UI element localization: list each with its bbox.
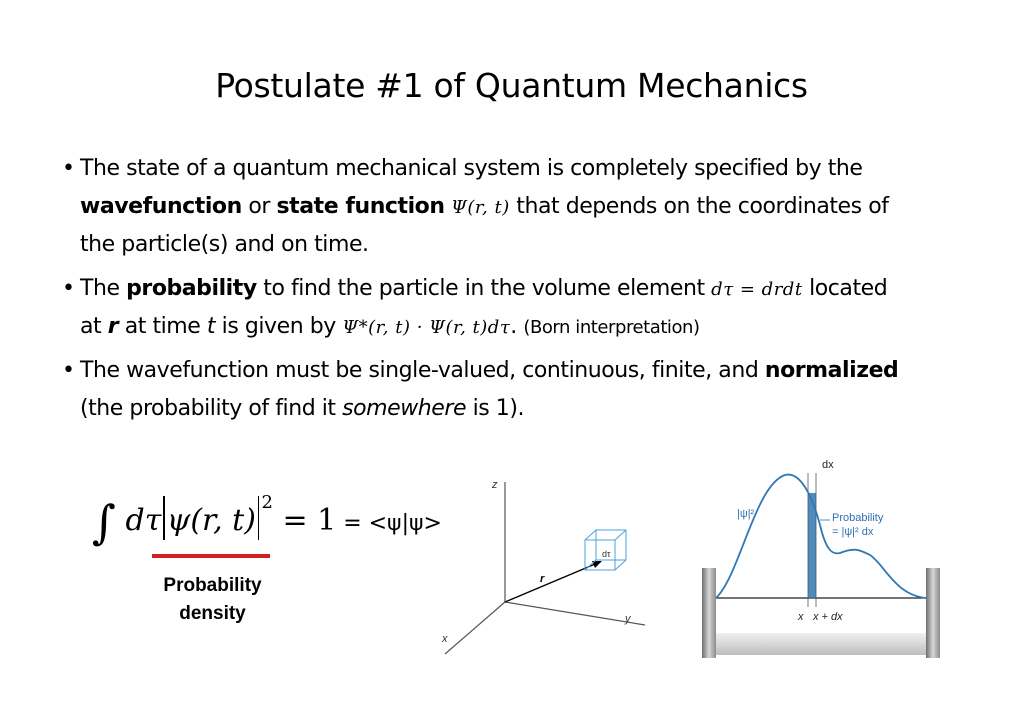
dtau-formula: dτ = drdt bbox=[711, 279, 803, 300]
bullet-dot: • bbox=[62, 276, 75, 301]
underline-red bbox=[152, 554, 270, 558]
term-normalized: normalized bbox=[764, 358, 899, 383]
right-wall bbox=[926, 568, 940, 658]
text-at: at bbox=[80, 314, 108, 339]
y-label: y bbox=[625, 613, 631, 625]
y-axis bbox=[505, 602, 645, 625]
var-t: t bbox=[206, 314, 216, 339]
text-at-time: at time bbox=[118, 314, 207, 339]
eq-equals-one: = 1 bbox=[282, 503, 337, 538]
box-floor bbox=[716, 633, 926, 655]
density-label-line-1: Probability bbox=[163, 575, 262, 596]
term-probability: probability bbox=[126, 276, 257, 301]
var-r: r bbox=[107, 314, 119, 339]
text-probability-find: (the probability of find it bbox=[80, 396, 343, 421]
eq-psi: ψ(r, t) bbox=[166, 503, 256, 538]
text-the: The bbox=[80, 276, 127, 301]
bullet-1-line-2 bbox=[80, 194, 889, 219]
probability-figure bbox=[700, 455, 948, 660]
density-label-line-2: density bbox=[179, 603, 246, 624]
text-depends: that depends on the coordinates of bbox=[509, 194, 889, 219]
text-located: located bbox=[802, 276, 888, 301]
r-vector bbox=[505, 562, 600, 602]
bullet-dot: • bbox=[62, 358, 75, 383]
term-somewhere: somewhere bbox=[342, 396, 467, 421]
text-given: is given by bbox=[215, 314, 336, 339]
dtau-label: dτ bbox=[602, 549, 611, 559]
slide-title: Postulate #1 of Quantum Mechanics bbox=[215, 66, 808, 105]
born-interpretation: (Born interpretation) bbox=[523, 317, 700, 338]
bullet-dot: • bbox=[62, 156, 75, 181]
probability-label: Probability bbox=[832, 512, 884, 524]
coordinate-figure bbox=[430, 462, 670, 662]
eq-braket: = <ψ|ψ> bbox=[336, 511, 442, 536]
bullet-3-line-2 bbox=[80, 396, 524, 421]
abs-bar-right bbox=[258, 496, 260, 540]
abs-bar-left bbox=[163, 496, 165, 540]
bullet-2-line-1 bbox=[80, 276, 887, 301]
psi-squared-label: |ψ|² bbox=[737, 508, 755, 520]
text-is-one: is 1). bbox=[466, 396, 525, 421]
x-dx-tick-label: x + dx bbox=[813, 611, 843, 623]
bullet-2-line-2 bbox=[80, 314, 700, 339]
z-label: z bbox=[492, 479, 498, 491]
text-or: or bbox=[241, 194, 277, 219]
bullet-1-line-3: the particle(s) and on time. bbox=[80, 232, 369, 257]
r-label: r bbox=[540, 573, 545, 585]
x-label: x bbox=[442, 633, 448, 645]
text-volume: to find the particle in the volume element bbox=[256, 276, 705, 301]
x-axis bbox=[445, 602, 505, 654]
dx-top-label: dx bbox=[822, 459, 834, 471]
eq-dtau: dτ bbox=[125, 503, 162, 538]
psi-squared-curve bbox=[716, 475, 926, 598]
text-period: . bbox=[510, 314, 517, 339]
term-wavefunction: wavefunction bbox=[80, 194, 242, 219]
left-wall bbox=[702, 568, 716, 658]
integral-sign: ∫ bbox=[92, 495, 116, 549]
psi-r-t: Ψ(r, t) bbox=[451, 197, 510, 218]
bullet-1-line-1: The state of a quantum mechanical system is completely specified by the bbox=[80, 156, 863, 181]
born-product: Ψ*(r, t) · Ψ(r, t)dτ bbox=[342, 317, 511, 338]
probability-density-label bbox=[140, 572, 285, 628]
normalization-equation bbox=[92, 492, 442, 549]
bullet-3-line-1 bbox=[80, 358, 898, 383]
probability-eq-label: = |ψ|² dx bbox=[832, 526, 874, 538]
x-tick-label: x bbox=[798, 611, 804, 623]
text-wavefunction-must: The wavefunction must be single-valued, continuous, finite, and bbox=[80, 358, 765, 383]
term-state-function: state function bbox=[276, 194, 445, 219]
eq-exponent: 2 bbox=[261, 492, 273, 513]
